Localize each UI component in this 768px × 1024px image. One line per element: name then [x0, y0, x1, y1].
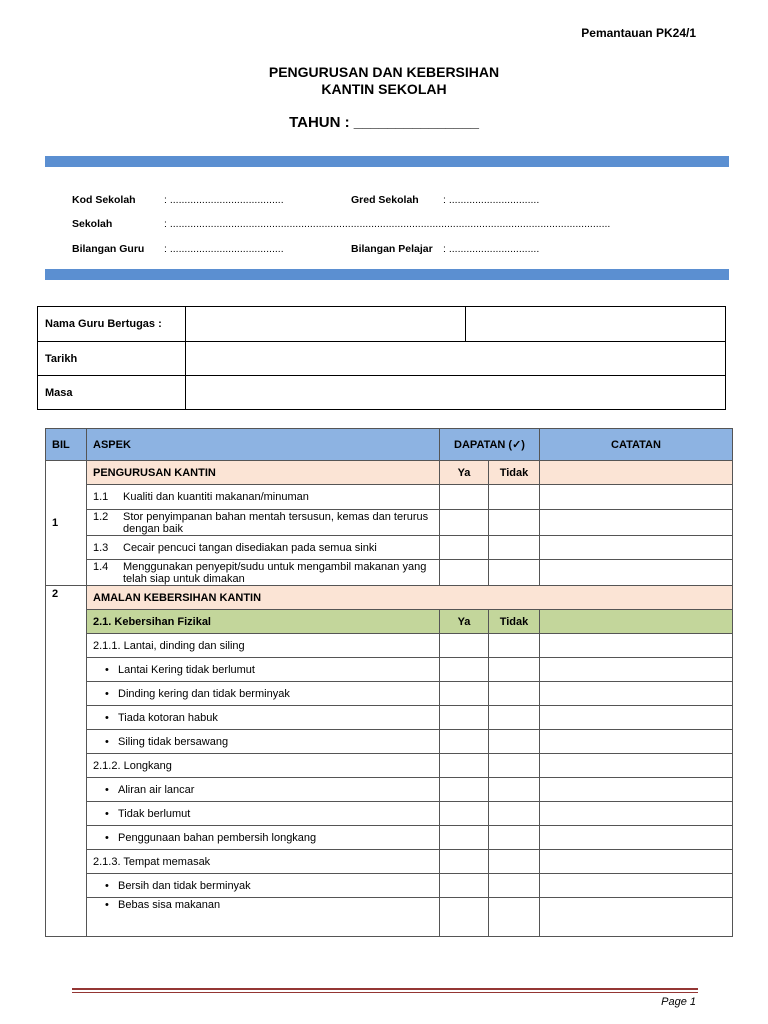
tidak-checkbox[interactable]: [489, 730, 540, 754]
tidak-checkbox[interactable]: [489, 560, 540, 586]
tidak-checkbox[interactable]: [489, 850, 540, 874]
group-2-1-2-heading: 2.1.2. Longkang: [87, 754, 440, 778]
catatan-cell[interactable]: [540, 682, 733, 706]
ya-checkbox[interactable]: [440, 510, 489, 536]
header-bil: BIL: [46, 429, 87, 461]
nama-guru-label: Nama Guru Bertugas :: [38, 307, 186, 342]
divider-bar-bottom: [45, 269, 729, 280]
catatan-cell[interactable]: [540, 461, 733, 485]
col-tidak-label: Tidak: [489, 610, 540, 634]
item-1-4: 1.4 Menggunakan penyepit/sudu untuk mengambil makanan yang telah siap untuk dimakan: [87, 560, 440, 586]
list-item: • Tiada kotoran habuk: [87, 706, 440, 730]
section2-bil: 2: [46, 586, 87, 937]
catatan-cell[interactable]: [540, 610, 733, 634]
catatan-cell[interactable]: [540, 634, 733, 658]
tidak-checkbox[interactable]: [489, 802, 540, 826]
year-field[interactable]: TAHUN : _______________: [289, 114, 479, 131]
ya-checkbox[interactable]: [440, 706, 489, 730]
catatan-cell[interactable]: [540, 874, 733, 898]
list-item: • Tidak berlumut: [87, 802, 440, 826]
ya-checkbox[interactable]: [440, 730, 489, 754]
item-1-3: 1.3 Cecair pencuci tangan disediakan pada semua sinki: [87, 536, 440, 560]
header-aspek: ASPEK: [87, 429, 440, 461]
catatan-cell[interactable]: [540, 850, 733, 874]
header-dapatan: DAPATAN (✓): [440, 429, 540, 461]
catatan-cell[interactable]: [540, 658, 733, 682]
ya-checkbox[interactable]: [440, 826, 489, 850]
duty-table: [37, 306, 726, 410]
tidak-checkbox[interactable]: [489, 826, 540, 850]
ya-checkbox[interactable]: [440, 754, 489, 778]
header-catatan: CATATAN: [540, 429, 733, 461]
catatan-cell[interactable]: [540, 802, 733, 826]
catatan-cell[interactable]: [540, 510, 733, 536]
tidak-checkbox[interactable]: [489, 485, 540, 510]
ya-checkbox[interactable]: [440, 874, 489, 898]
tidak-checkbox[interactable]: [489, 536, 540, 560]
footer-rule: [72, 988, 698, 990]
page-number: Page 1: [661, 996, 696, 1008]
document-title-line1: PENGURUSAN DAN KEBERSIHAN: [268, 64, 500, 80]
tidak-checkbox[interactable]: [489, 778, 540, 802]
kod-sekolah-label: Kod Sekolah: [72, 194, 136, 206]
ya-checkbox[interactable]: [440, 485, 489, 510]
list-item: • Aliran air lancar: [87, 778, 440, 802]
gred-sekolah-field[interactable]: : ...............................: [443, 194, 540, 206]
tidak-checkbox[interactable]: [489, 898, 540, 937]
ya-checkbox[interactable]: [440, 536, 489, 560]
catatan-cell[interactable]: [540, 730, 733, 754]
tidak-checkbox[interactable]: [489, 634, 540, 658]
bilangan-pelajar-field[interactable]: : ...............................: [443, 243, 540, 255]
catatan-cell[interactable]: [540, 898, 733, 937]
ya-checkbox[interactable]: [440, 898, 489, 937]
col-ya-label: Ya: [440, 610, 489, 634]
ya-checkbox[interactable]: [440, 560, 489, 586]
tidak-checkbox[interactable]: [489, 754, 540, 778]
list-item: • Lantai Kering tidak berlumut: [87, 658, 440, 682]
sekolah-label: Sekolah: [72, 218, 113, 230]
group-2-1-3-heading: 2.1.3. Tempat memasak: [87, 850, 440, 874]
document-title-line2: KANTIN SEKOLAH: [321, 81, 447, 97]
tidak-checkbox[interactable]: [489, 682, 540, 706]
tarikh-field[interactable]: [186, 342, 726, 376]
ya-checkbox[interactable]: [440, 802, 489, 826]
list-item: • Penggunaan bahan pembersih longkang: [87, 826, 440, 850]
document-code: Pemantauan PK24/1: [581, 26, 696, 40]
tidak-checkbox[interactable]: [489, 658, 540, 682]
catatan-cell[interactable]: [540, 560, 733, 586]
bilangan-pelajar-label: Bilangan Pelajar: [351, 243, 433, 255]
list-item: • Bebas sisa makanan: [87, 898, 440, 937]
catatan-cell[interactable]: [540, 706, 733, 730]
tidak-checkbox[interactable]: [489, 706, 540, 730]
ya-checkbox[interactable]: [440, 634, 489, 658]
kod-sekolah-field[interactable]: : .......................................: [164, 194, 284, 206]
masa-label: Masa: [38, 376, 186, 410]
ya-checkbox[interactable]: [440, 658, 489, 682]
gred-sekolah-label: Gred Sekolah: [351, 194, 419, 206]
list-item: • Dinding kering dan tidak berminyak: [87, 682, 440, 706]
subsection-2-1-title: 2.1. Kebersihan Fizikal: [87, 610, 440, 634]
masa-field[interactable]: [186, 376, 726, 410]
ya-checkbox[interactable]: [440, 682, 489, 706]
item-1-2: 1.2 Stor penyimpanan bahan mentah tersusun, kemas dan terurus dengan baik: [87, 510, 440, 536]
bilangan-guru-field[interactable]: : .......................................: [164, 243, 284, 255]
tidak-checkbox[interactable]: [489, 874, 540, 898]
tarikh-label: Tarikh: [38, 342, 186, 376]
col-tidak-label: Tidak: [489, 461, 540, 485]
col-ya-label: Ya: [440, 461, 489, 485]
divider-bar-top: [45, 156, 729, 167]
ya-checkbox[interactable]: [440, 778, 489, 802]
nama-guru-field-2[interactable]: [466, 307, 726, 342]
list-item: • Bersih dan tidak berminyak: [87, 874, 440, 898]
catatan-cell[interactable]: [540, 778, 733, 802]
footer-rule-thin: [72, 992, 698, 993]
tidak-checkbox[interactable]: [489, 510, 540, 536]
section1-bil: 1: [46, 461, 87, 586]
group-2-1-1-heading: 2.1.1. Lantai, dinding dan siling: [87, 634, 440, 658]
ya-checkbox[interactable]: [440, 850, 489, 874]
sekolah-field[interactable]: : .......................................................................................................................................................: [164, 218, 611, 230]
section2-title: AMALAN KEBERSIHAN KANTIN: [87, 586, 733, 610]
catatan-cell[interactable]: [540, 754, 733, 778]
bilangan-guru-label: Bilangan Guru: [72, 243, 145, 255]
catatan-cell[interactable]: [540, 485, 733, 510]
checklist-table: [45, 428, 733, 937]
nama-guru-field-1[interactable]: [186, 307, 466, 342]
list-item: • Siling tidak bersawang: [87, 730, 440, 754]
item-1-1: 1.1 Kualiti dan kuantiti makanan/minuman: [87, 485, 440, 510]
catatan-cell[interactable]: [540, 826, 733, 850]
section1-title: PENGURUSAN KANTIN: [87, 461, 440, 485]
catatan-cell[interactable]: [540, 536, 733, 560]
